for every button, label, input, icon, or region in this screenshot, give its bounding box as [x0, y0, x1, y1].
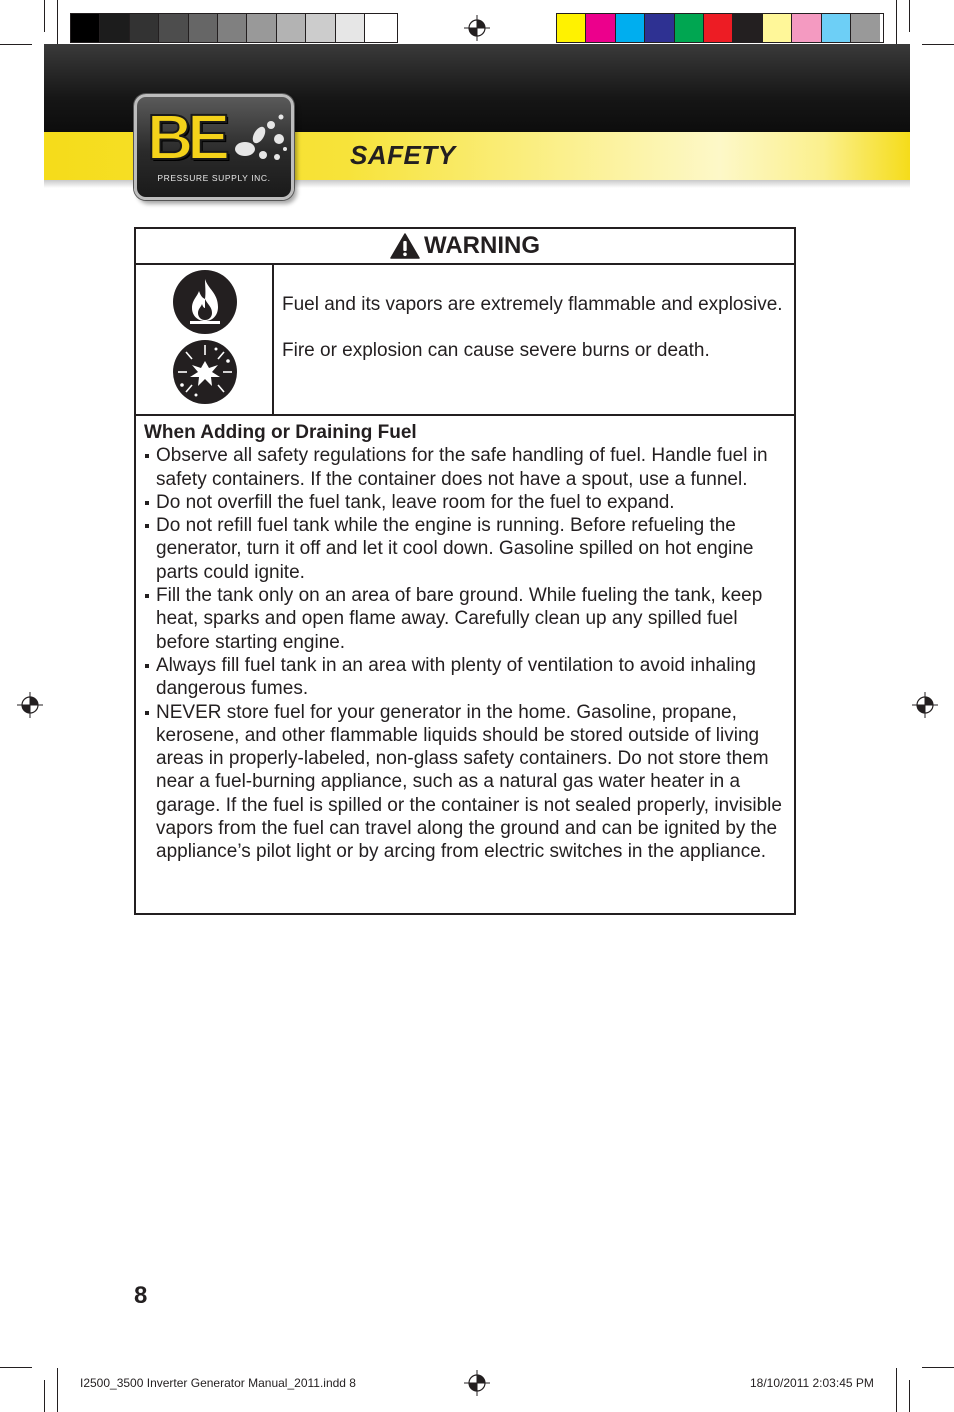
color-swatch — [159, 14, 188, 42]
process-color-bar — [556, 13, 884, 43]
color-swatch — [675, 14, 704, 42]
explosion-hazard-icon — [172, 339, 238, 405]
page-number: 8 — [134, 1282, 148, 1309]
print-slug-date: 18/10/2011 2:03:45 PM — [750, 1376, 874, 1390]
crop-mark — [909, 1380, 910, 1412]
color-swatch — [792, 14, 821, 42]
warning-triangle-icon — [390, 233, 420, 259]
print-slug-file: I2500_3500 Inverter Generator Manual_2011.indd 8 — [80, 1376, 356, 1390]
crop-mark — [896, 0, 897, 44]
warning-box — [134, 227, 796, 915]
logo-splash-icon — [233, 109, 289, 169]
crop-mark — [922, 1367, 954, 1368]
registration-mark-icon — [464, 15, 490, 41]
logo-lettering: BE — [147, 101, 224, 173]
crop-mark — [909, 0, 910, 32]
color-swatch — [645, 14, 674, 42]
list-item: Do not overfill the fuel tank, leave room for the fuel to expand. — [144, 491, 786, 514]
crop-mark — [44, 1380, 45, 1412]
warning-header — [136, 229, 794, 265]
color-swatch — [71, 14, 100, 42]
color-swatch — [822, 14, 851, 42]
crop-mark — [0, 44, 32, 45]
color-swatch — [306, 14, 335, 42]
hazard-icons-cell — [136, 265, 274, 415]
registration-mark-icon — [912, 692, 938, 718]
crop-mark — [896, 1368, 897, 1412]
color-swatch — [365, 14, 394, 42]
color-swatch — [616, 14, 645, 42]
safety-rules-list — [144, 444, 786, 863]
registration-mark-icon — [464, 1370, 490, 1396]
crop-mark — [57, 1368, 58, 1412]
color-swatch — [247, 14, 276, 42]
fuel-safety-section — [136, 419, 794, 864]
crop-mark — [0, 1367, 32, 1368]
color-swatch — [557, 14, 586, 42]
list-item: Fill the tank only on an area of bare ground. While fueling the tank, keep heat, sparks and open flame away. Carefully clean up any spilled fuel before starting engine. — [144, 584, 786, 654]
color-swatch — [763, 14, 792, 42]
fire-hazard-icon — [172, 269, 238, 335]
list-item: Do not refill fuel tank while the engine is running. Before refueling the generator, turn it off and let it cool down. Gasoline spilled on hot engine parts could ignite. — [144, 514, 786, 584]
color-swatch — [130, 14, 159, 42]
color-swatch — [336, 14, 365, 42]
hazard-line: Fire or explosion can cause severe burns or death. — [282, 340, 710, 361]
list-item: Always fill fuel tank in an area with plenty of ventilation to avoid inhaling dangerous fumes. — [144, 654, 786, 701]
color-swatch — [218, 14, 247, 42]
list-item: Observe all safety regulations for the safe handling of fuel. Handle fuel in safety containers. If the container does not have a spout, use a funnel. — [144, 444, 786, 491]
crop-mark — [44, 0, 45, 32]
grayscale-color-bar — [70, 13, 398, 43]
color-swatch — [851, 14, 880, 42]
hazard-description — [274, 265, 794, 415]
company-logo — [134, 94, 294, 200]
logo-subtext: PRESSURE SUPPLY INC. — [157, 173, 271, 183]
crop-mark — [922, 44, 954, 45]
hazard-line: Fuel and its vapors are extremely flammable and explosive. — [282, 294, 783, 315]
list-item: NEVER store fuel for your generator in the home. Gasoline, propane, kerosene, and other flammable liquids should be stored outside of living areas in properly-labeled, non-glass safety containers. Do not store them near a fuel-burning appliance, such as a natural gas water heater in a garage. If the fuel is spilled or the container is not sealed properly, invisible vapors from the fuel can travel along the ground and can be ignited by the appliance’s pilot light or by arcing from electric switches in the appliance. — [144, 701, 786, 864]
color-swatch — [733, 14, 762, 42]
color-swatch — [704, 14, 733, 42]
color-swatch — [277, 14, 306, 42]
warning-title: WARNING — [424, 232, 540, 259]
registration-mark-icon — [17, 692, 43, 718]
color-swatch — [189, 14, 218, 42]
section-title: SAFETY — [350, 140, 456, 170]
crop-mark — [57, 0, 58, 44]
warning-divider — [136, 414, 794, 416]
color-swatch — [586, 14, 615, 42]
color-swatch — [100, 14, 129, 42]
section-heading: When Adding or Draining Fuel — [144, 422, 417, 443]
